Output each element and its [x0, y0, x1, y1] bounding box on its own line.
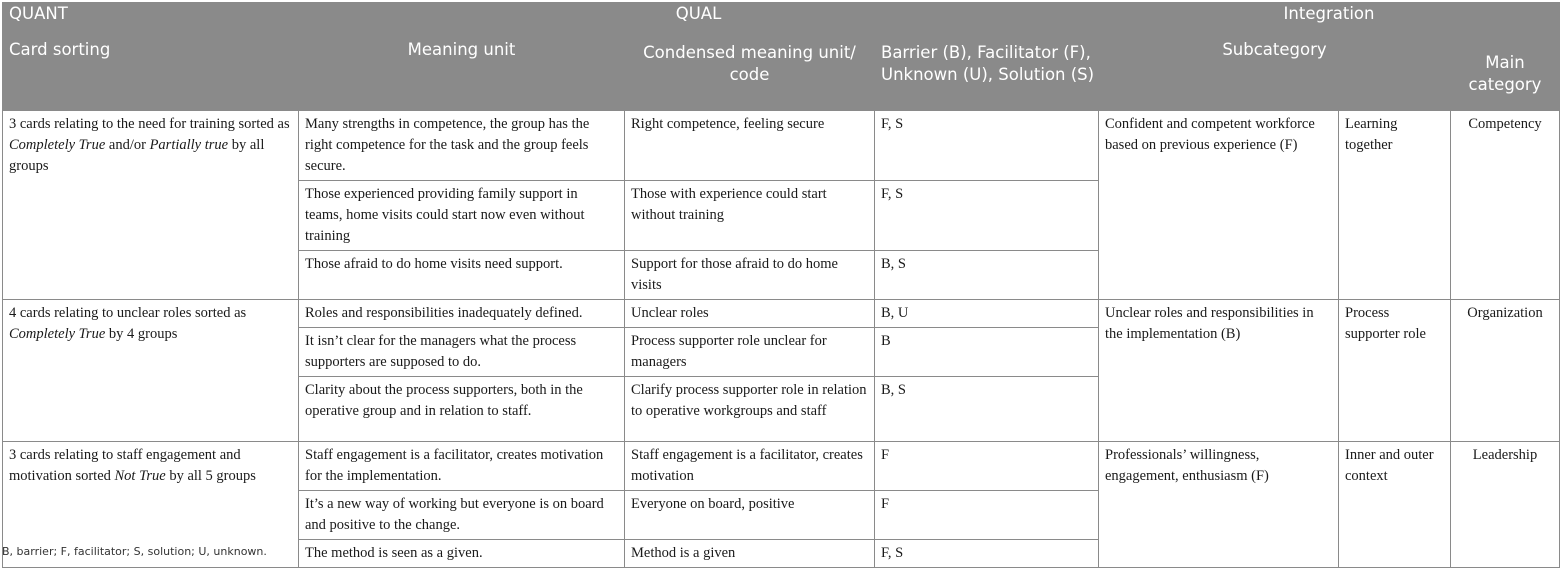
- header-meaning-unit: Meaning unit: [299, 39, 625, 111]
- code-cell: B, S: [875, 377, 1099, 442]
- card-sorting-italic: Completely True: [9, 137, 106, 153]
- integration-cell: Professionals’ willingness, engagement, enthusiasm (F): [1099, 442, 1339, 568]
- card-sorting-text: 3 cards relating to staff engagement and motivation sorted: [9, 447, 241, 484]
- header-subcategory: Subcategory: [1099, 39, 1451, 111]
- card-sorting-text: by 4 groups: [105, 326, 178, 342]
- code-cell: B, S: [875, 251, 1099, 300]
- code-cell: F: [875, 442, 1099, 491]
- card-sorting-italic: Not True: [114, 468, 166, 484]
- condensed-cell: Clarify process supporter role in relation to operative workgroups and staff: [625, 377, 875, 442]
- meaning-unit-cell: Those experienced providing family support in teams, home visits could start now even without training: [299, 181, 625, 251]
- table-footnote: B, barrier; F, facilitator; S, solution; U, unknown.: [2, 545, 267, 558]
- card-sorting-text: by all groups: [9, 137, 265, 174]
- table-row: [3, 111, 1560, 181]
- subcategory-cell: Process supporter role: [1339, 300, 1451, 442]
- condensed-cell: Staff engagement is a facilitator, creates motivation: [625, 442, 875, 491]
- code-cell: B, U: [875, 300, 1099, 328]
- integration-cell: Unclear roles and responsibilities in the implementation (B): [1099, 300, 1339, 442]
- integration-table: [2, 2, 1560, 568]
- code-cell: F, S: [875, 111, 1099, 181]
- header-main-category: Main category: [1451, 39, 1560, 111]
- card-sorting-italic: Partially true: [149, 137, 229, 153]
- meaning-unit-cell: Roles and responsibilities inadequately defined.: [299, 300, 625, 328]
- table-row: [3, 300, 1560, 328]
- header-card-sorting: Card sorting: [3, 39, 299, 111]
- header-quant: QUANT: [3, 3, 299, 39]
- meaning-unit-cell: Clarity about the process supporters, both in the operative group and in relation to staff.: [299, 377, 625, 442]
- condensed-cell: Support for those afraid to do home visits: [625, 251, 875, 300]
- header-condensed: Condensed meaning unit/ code: [625, 39, 875, 111]
- meaning-unit-cell: It’s a new way of working but everyone is on board and positive to the change.: [299, 491, 625, 540]
- condensed-cell: Right competence, feeling secure: [625, 111, 875, 181]
- header-qual: QUAL: [299, 3, 1099, 39]
- card-sorting-text: and/or: [105, 137, 150, 153]
- meaning-unit-cell: Staff engagement is a facilitator, creates motivation for the implementation.: [299, 442, 625, 491]
- code-cell: F, S: [875, 181, 1099, 251]
- main-category-cell: Organization: [1451, 300, 1560, 442]
- code-cell: B: [875, 328, 1099, 377]
- header-integration: Integration: [1099, 3, 1560, 39]
- table-container: [2, 2, 1560, 568]
- main-category-cell: Competency: [1451, 111, 1560, 300]
- condensed-cell: Those with experience could start without training: [625, 181, 875, 251]
- card-sorting-cell: [3, 300, 299, 442]
- main-category-cell: Leadership: [1451, 442, 1560, 568]
- code-cell: F: [875, 491, 1099, 540]
- meaning-unit-cell: The method is seen as a given.: [299, 540, 625, 568]
- subcategory-cell: Learning together: [1339, 111, 1451, 300]
- table-row: [3, 442, 1560, 491]
- card-sorting-text: 4 cards relating to unclear roles sorted as: [9, 305, 247, 321]
- code-cell: F, S: [875, 540, 1099, 568]
- header-group-row: [3, 3, 1560, 39]
- condensed-cell: Process supporter role unclear for managers: [625, 328, 875, 377]
- subcategory-cell: Inner and outer context: [1339, 442, 1451, 568]
- card-sorting-cell: [3, 111, 299, 300]
- card-sorting-italic: Completely True: [9, 326, 106, 342]
- integration-cell: Confident and competent workforce based on previous experience (F): [1099, 111, 1339, 300]
- condensed-cell: Everyone on board, positive: [625, 491, 875, 540]
- condensed-cell: Unclear roles: [625, 300, 875, 328]
- meaning-unit-cell: Those afraid to do home visits need support.: [299, 251, 625, 300]
- meaning-unit-cell: Many strengths in competence, the group has the right competence for the task and the group feels secure.: [299, 111, 625, 181]
- header-column-row: [3, 39, 1560, 111]
- card-sorting-text: 3 cards relating to the need for training sorted as: [9, 116, 290, 132]
- card-sorting-text: by all 5 groups: [165, 468, 256, 484]
- condensed-cell: Method is a given: [625, 540, 875, 568]
- header-bfus: Barrier (B), Facilitator (F), Unknown (U), Solution (S): [875, 39, 1099, 111]
- meaning-unit-cell: It isn’t clear for the managers what the process supporters are supposed to do.: [299, 328, 625, 377]
